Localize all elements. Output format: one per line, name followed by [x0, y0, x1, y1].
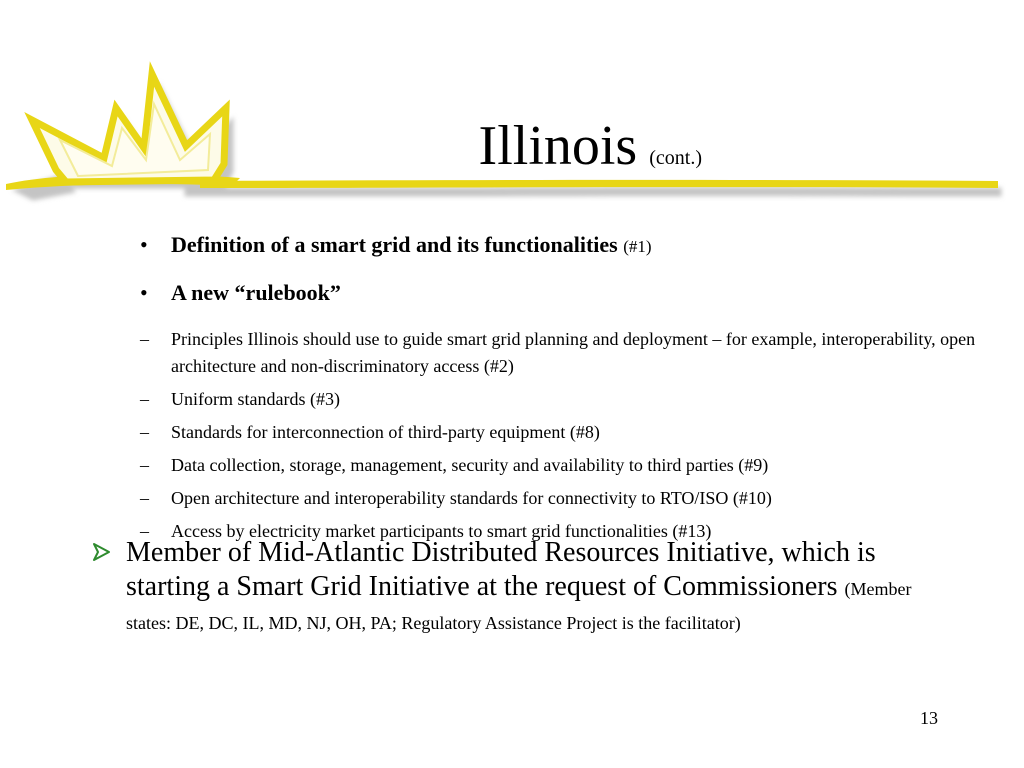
- dash-text: Principles Illinois should use to guide smart grid planning and deployment – for example, interoperability, open architecture and non-discriminatory access (#2): [171, 329, 976, 376]
- title-suffix: (cont.): [649, 147, 702, 169]
- dash-marker: –: [140, 389, 149, 409]
- dash-marker: –: [140, 455, 149, 475]
- list-item: [140, 326, 1000, 380]
- dash-text: Access by electricity market participants to smart grid functionalities (#13): [171, 521, 712, 541]
- arrow-item-note: (Member states: DE, DC, IL, MD, NJ, OH, PA; Regulatory Assistance Project is the facilitator): [126, 579, 912, 633]
- list-item: [140, 485, 1000, 512]
- bullet-marker: •: [140, 232, 148, 257]
- arrow-item-text: Member of Mid-Atlantic Distributed Resources Initiative, which is starting a Smart Grid Initiative at the request of Commissioners: [126, 537, 876, 602]
- title-text: Illinois: [478, 115, 638, 177]
- dash-text: Data collection, storage, management, security and availability to third parties (#9): [171, 455, 769, 475]
- bullet-note: (#1): [623, 237, 652, 256]
- dash-marker: –: [140, 422, 149, 442]
- page-number: 13: [920, 708, 938, 728]
- list-item: [140, 230, 1000, 278]
- list-item: [140, 452, 1000, 479]
- bullet-marker: •: [140, 280, 148, 305]
- dash-marker: –: [140, 488, 149, 508]
- arrow-bullet-icon: [90, 541, 112, 563]
- page-title: [478, 115, 702, 177]
- arrow-list-item: [90, 536, 920, 638]
- dash-text: Standards for interconnection of third-party equipment (#8): [171, 422, 600, 442]
- dash-text: Uniform standards (#3): [171, 389, 340, 409]
- dash-text: Open architecture and interoperability standards for connectivity to RTO/ISO (#10): [171, 488, 772, 508]
- starburst-logo: [0, 0, 1024, 215]
- dash-marker: –: [140, 329, 149, 349]
- list-item: [140, 278, 1000, 326]
- list-item: [140, 386, 1000, 413]
- arrow-item-body: [90, 536, 920, 638]
- bullet-list: [140, 230, 1000, 551]
- bullet-text: Definition of a smart grid and its functionalities: [171, 232, 618, 257]
- dash-marker: –: [140, 521, 149, 541]
- list-item: [140, 419, 1000, 446]
- bullet-text: A new “rulebook”: [171, 280, 341, 305]
